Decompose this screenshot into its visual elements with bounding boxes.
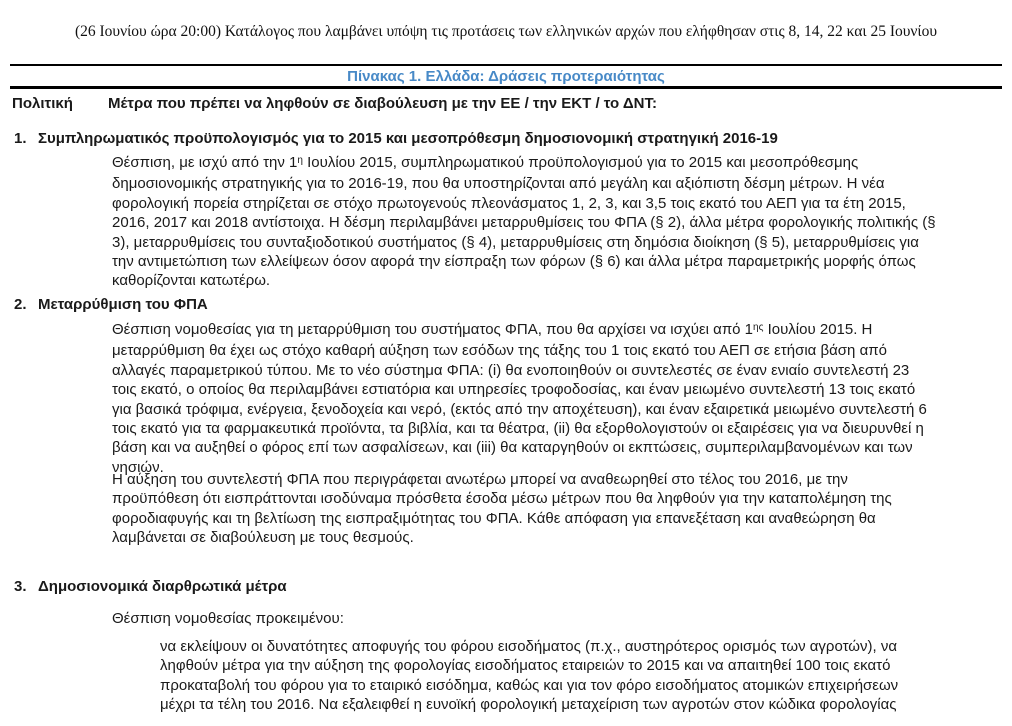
section-2-paragraph-2: Η αύξηση του συντελεστή ΦΠΑ που περιγράφεται ανωτέρω μπορεί να αναθεωρηθεί στο τέλος του 2016, με την προϋπόθεση ότι εισπράττονται ισοδύναμα πρόσθετα έσοδα μέσω μέτρων που θα ληφθούν για την καταπολέμηση της φοροδιαφυγής και τη βελτίωση της εισπραξιμότητας του ΦΠΑ. Κάθε απόφαση για επανεξέταση και αναθεώρηση θα λαμβάνεται σε διαβούλευση με τους θεσμούς. — [112, 471, 892, 547]
section-2-paragraph-1-post: Ιουλίου 2015. Η μεταρρύθμιση θα έχει ως στόχο καθαρή αύξηση των εσόδων της τάξης του 1 τοις εκατό του ΑΕΠ σε ετήσια βάση από αλλαγές παραμετρικού τύπου. Με το νέο σύστημα ΦΠΑ: (i) θα ενοποιηθούν οι συντελεστές σε έναν ενιαίο συντελεστή 23 τοις εκατό, ο οποίος θα περιλαμβάνει εστιατόρια και υπηρεσίες τροφοδοσίας, και έναν μειωμένο συντελεστή 13 τοις εκατό για βασικά τρόφιμα, ενέργεια, ξενοδοχεία και νερό, (εκτός από την αποχέτευση), και έναν εξαιρετικά μειωμένο συντελεστή 6 τοις εκατό για τα φαρμακευτικά προϊόντα, τα βιβλία, και τα θέατρα, (ii) θα εξορθολογιστούν οι εξαιρέσεις για να διευρυνθεί η βάση και να αυξηθεί ο φόρος επί των ασφαλίσεων, και (iii) θα καταργηθούν οι εκπτώσεις, συμπεριλαμβανομένων και των νησιών. — [112, 321, 927, 476]
bottom-rule — [10, 86, 1002, 89]
header-note: (26 Ιουνίου ώρα 20:00) Κατάλογος που λαμβάνει υπόψη τις προτάσεις των ελληνικών αρχών που ελήφθησαν στις 8, 14, 22 και 25 Ιουνίου — [74, 23, 938, 40]
top-rule — [10, 64, 1002, 66]
section-2-title: Μεταρρύθμιση του ΦΠΑ — [38, 296, 208, 313]
section-3-intro: Θέσπιση νομοθεσίας προκειμένου: — [112, 610, 344, 627]
section-3-bullet-item — [129, 637, 936, 715]
section-1-paragraph — [112, 153, 938, 291]
section-1-title: Συμπληρωματικός προϋπολογισμός για το 2015 και μεσοπρόθεσμη δημοσιονομική στρατηγική 2016-19 — [38, 130, 778, 147]
section-2-paragraph-1-pre: Θέσπιση νομοθεσίας για τη μεταρρύθμιση του συστήματος ΦΠΑ, που θα αρχίσει να ισχύει από 1 — [112, 321, 754, 338]
section-3-heading — [14, 577, 994, 596]
section-1-paragraph-pre: Θέσπιση, με ισχύ από την 1 — [112, 154, 298, 171]
bullet-icon — [129, 637, 160, 715]
section-3-bullet-text: να εκλείψουν οι δυνατότητες αποφυγής του φόρου εισοδήματος (π.χ., αυστηρότερος ορισμός των αγροτών), να ληφθούν μέτρα για την αύξηση της φορολογίας εισοδήματος εταιρειών το 2015 και να απαιτηθεί 100 τοις εκατό προκαταβολή του φόρου για το εταιρικό εισόδημα, καθώς και για τον φόρο εισοδήματος ατομικών επιχειρήσεων μέχρι τα τέλη του 2016. Να εξαλειφθεί η ευνοϊκή φορολογική μεταχείριση των αγροτών στον κώδικα φορολογίας — [160, 638, 899, 714]
section-3-number: 3. — [14, 578, 27, 595]
section-1-number: 1. — [14, 130, 27, 147]
section-1-paragraph-post: Ιουλίου 2015, συμπληρωματικού προϋπολογισμού για το 2015 και μεσοπρόθεσμης δημοσιονομικής στρατηγικής για το 2016-19, που θα υποστηρίζονται από μεγάλη και αξιόπιστη δέσμη μέτρων. Η νέα φορολογική πορεία στηρίζεται σε στόχο πρωτογενούς πλεονάσματος 1, 2, 3, και 3,5 τοις εκατό του ΑΕΠ για τα έτη 2015, 2016, 2017 και 2018 αντίστοιχα. Η δέσμη περιλαμβάνει μεταρρυθμίσεις του ΦΠΑ (§ 2), άλλα μέτρα φορολογικής πολιτικής (§ 3), μεταρρυθμίσεις του συνταξιοδοτικού συστήματος (§ 4), μεταρρυθμίσεις στη δημόσια διοίκηση (§ 5), μεταρρυθμίσεις για την αντιμετώπιση των ελλείψεων όσον αφορά την είσπραξη των φόρων (§ 6) και άλλα μέτρα παραμετρικής μορφής όπως καθορίζονται κατωτέρω. — [112, 154, 936, 290]
section-2-paragraph-1-superscript: ης — [753, 321, 764, 333]
measures-column-header: Μέτρα που πρέπει να ληφθούν σε διαβούλευση με την ΕΕ / την ΕΚΤ / το ΔΝΤ: — [108, 95, 657, 112]
column-header-row — [12, 94, 994, 113]
section-3-title: Δημοσιονομικά διαρθρωτικά μέτρα — [38, 578, 287, 595]
section-2-number: 2. — [14, 296, 27, 313]
section-1-heading — [14, 129, 994, 148]
section-2-heading — [14, 295, 994, 314]
section-2-paragraph-1 — [112, 320, 938, 477]
policy-column-header: Πολιτική — [12, 95, 73, 112]
table-title: Πίνακας 1. Ελλάδα: Δράσεις προτεραιότητας — [347, 68, 665, 85]
section-1-paragraph-superscript: η — [297, 154, 303, 166]
